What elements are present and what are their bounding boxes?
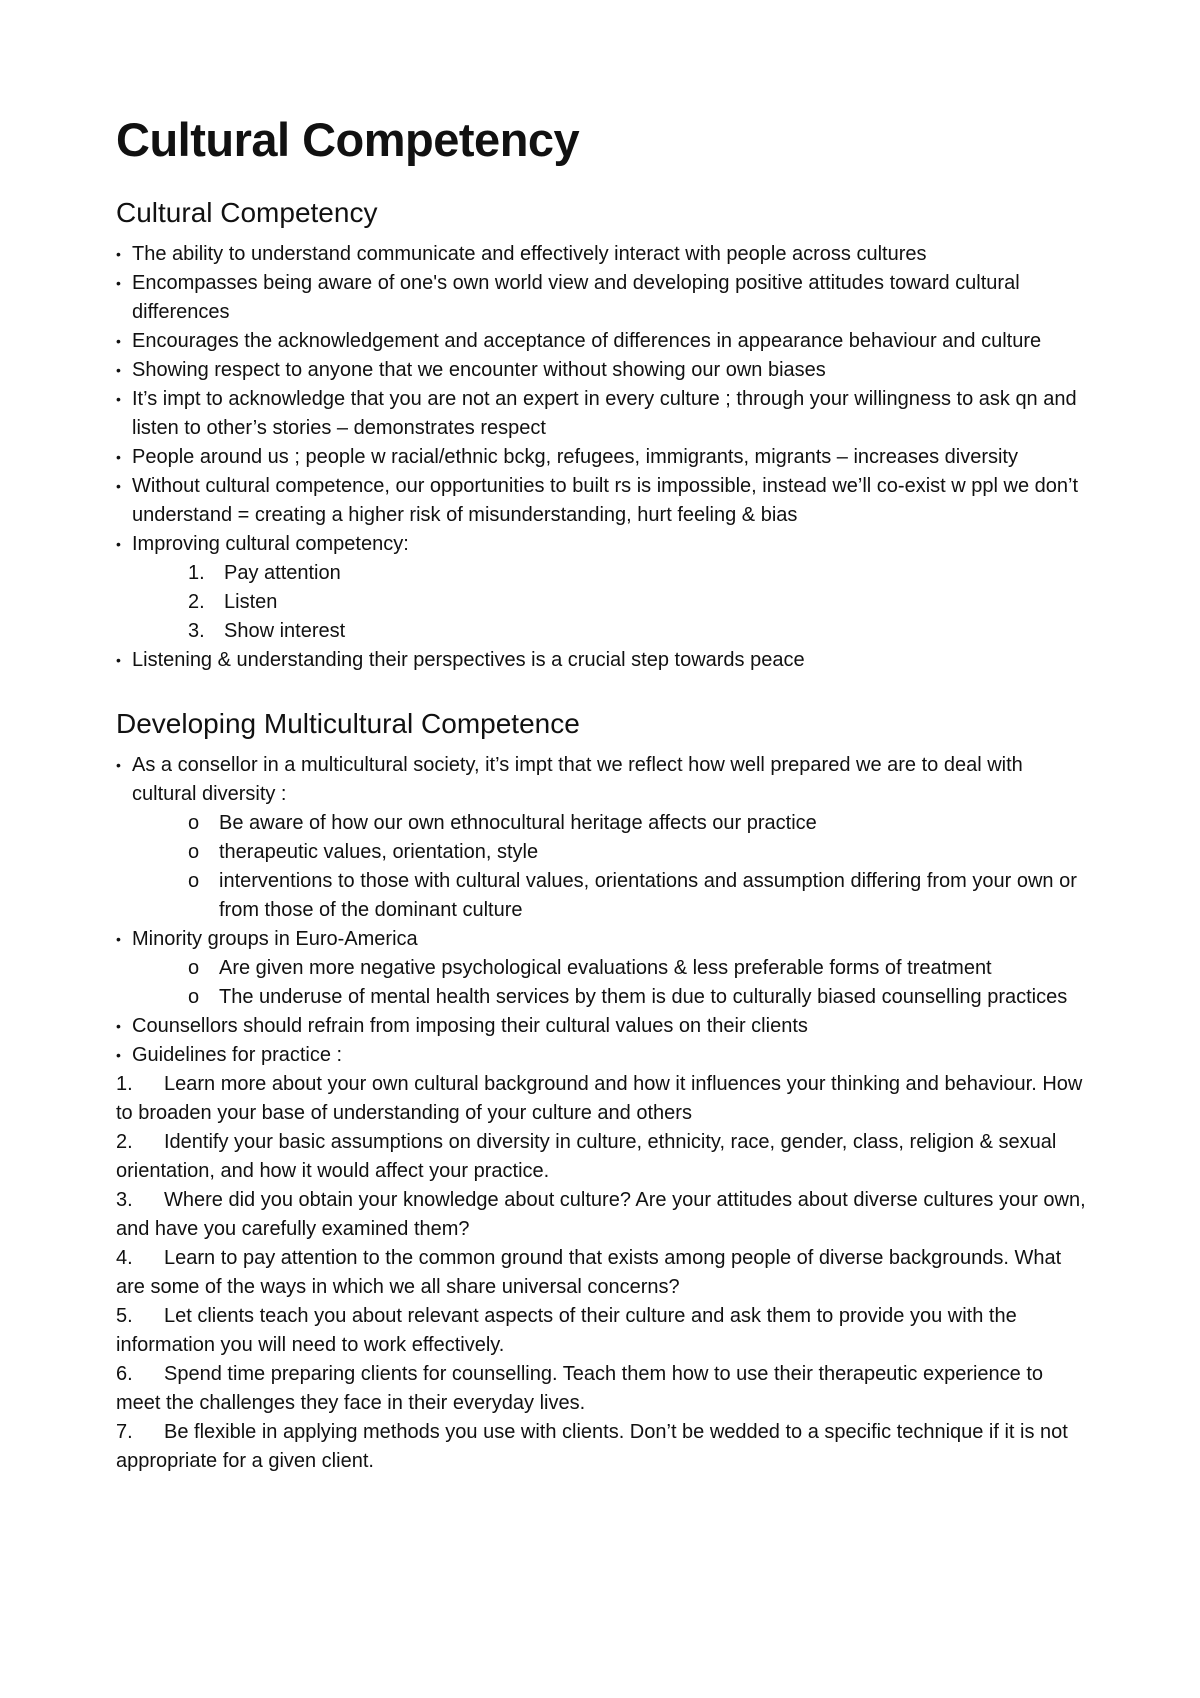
guideline-number: 7. bbox=[116, 1420, 133, 1443]
guideline-number: 5. bbox=[116, 1304, 133, 1327]
guideline-text: Spend time preparing clients for counselling. Teach them how to use their therapeutic experience to meet the challenges they face in their everyday lives. bbox=[116, 1362, 1044, 1414]
list-item-text: Minority groups in Euro-America bbox=[132, 927, 418, 950]
guideline-item bbox=[116, 1418, 1090, 1476]
step-item bbox=[188, 559, 1090, 588]
sub-marker: o bbox=[188, 840, 200, 863]
sub-item-text: interventions to those with cultural values, orientations and assumption differing from your own or from those of the dominant culture bbox=[219, 869, 1077, 921]
list-item: • Encourages the acknowledgement and acceptance of differences in appearance behaviour and culture bbox=[116, 327, 1090, 356]
list-item: • Showing respect to anyone that we encounter without showing our own biases bbox=[116, 356, 1090, 385]
sub-item-text: Are given more negative psychological evaluations & less preferable forms of treatment bbox=[219, 956, 992, 979]
guideline-item bbox=[116, 1244, 1090, 1302]
cultural-competency-list bbox=[116, 240, 1090, 675]
sub-marker: o bbox=[188, 811, 200, 834]
guideline-number: 3. bbox=[116, 1188, 133, 1211]
guideline-text: Let clients teach you about relevant aspects of their culture and ask them to provide you with the information you will need to work effectively. bbox=[116, 1304, 1017, 1356]
step-text: Pay attention bbox=[224, 561, 341, 584]
sub-marker: o bbox=[188, 985, 200, 1008]
improving-steps-list bbox=[132, 559, 1090, 646]
guideline-item bbox=[116, 1070, 1090, 1128]
step-number: 3. bbox=[188, 619, 205, 642]
list-item: • People around us ; people w racial/ethnic bckg, refugees, immigrants, migrants – increases diversity bbox=[116, 443, 1090, 472]
sub-list-item bbox=[188, 983, 1090, 1012]
guideline-text: Identify your basic assumptions on diversity in culture, ethnicity, race, gender, class, religion & sexual orientation, and how it would affect your practice. bbox=[116, 1130, 1057, 1182]
sub-list-item bbox=[188, 954, 1090, 983]
reflect-sub-list bbox=[132, 809, 1090, 925]
minority-sub-list bbox=[132, 954, 1090, 1012]
sub-item-text: therapeutic values, orientation, style bbox=[219, 840, 539, 863]
guideline-text: Where did you obtain your knowledge about culture? Are your attitudes about diverse cultures your own, and have you carefully examined them? bbox=[116, 1188, 1086, 1240]
sub-list-item bbox=[188, 809, 1090, 838]
sub-marker: o bbox=[188, 869, 200, 892]
list-item: • Without cultural competence, our opportunities to built rs is impossible, instead we’ll co-exist w ppl we don’t understand = creating a higher risk of misunderstanding, hurt feeling & bias bbox=[116, 472, 1090, 530]
guideline-text: Learn to pay attention to the common ground that exists among people of diverse backgrounds. What are some of the ways in which we all share universal concerns? bbox=[116, 1246, 1062, 1298]
section-heading-multicultural-competence: Developing Multicultural Competence bbox=[116, 707, 580, 739]
sub-list-item bbox=[188, 867, 1090, 925]
list-item: • Listening & understanding their perspectives is a crucial step towards peace bbox=[116, 646, 1090, 675]
step-number: 1. bbox=[188, 561, 205, 584]
step-item bbox=[188, 588, 1090, 617]
list-item-text: As a consellor in a multicultural society, it’s impt that we reflect how well prepared we are to deal with cultural diversity : bbox=[132, 753, 1023, 805]
list-item: • The ability to understand communicate and effectively interact with people across cultures bbox=[116, 240, 1090, 269]
list-item: • It’s impt to acknowledge that you are not an expert in every culture ; through your willingness to ask qn and listen to other’s stories – demonstrates respect bbox=[116, 385, 1090, 443]
list-item: • Guidelines for practice : bbox=[116, 1041, 1090, 1070]
list-item-improving bbox=[116, 530, 1090, 646]
guideline-number: 1. bbox=[116, 1072, 133, 1095]
guideline-number: 4. bbox=[116, 1246, 133, 1269]
guideline-number: 6. bbox=[116, 1362, 133, 1385]
sub-item-text: Be aware of how our own ethnocultural heritage affects our practice bbox=[219, 811, 817, 834]
guideline-item bbox=[116, 1302, 1090, 1360]
guidelines-list bbox=[116, 1070, 1090, 1476]
guideline-item bbox=[116, 1360, 1090, 1418]
list-item: • Counsellors should refrain from imposing their cultural values on their clients bbox=[116, 1012, 1090, 1041]
step-text: Listen bbox=[224, 590, 278, 613]
list-item-text: Improving cultural competency: bbox=[132, 532, 409, 555]
step-text: Show interest bbox=[224, 619, 346, 642]
step-number: 2. bbox=[188, 590, 205, 613]
guideline-text: Be flexible in applying methods you use with clients. Don’t be wedded to a specific technique if it is not appropriate for a given client. bbox=[116, 1420, 1068, 1472]
sub-list-item bbox=[188, 838, 1090, 867]
guideline-text: Learn more about your own cultural background and how it influences your thinking and behaviour. How to broaden your base of understanding of your culture and others bbox=[116, 1072, 1083, 1124]
guideline-item bbox=[116, 1186, 1090, 1244]
guideline-number: 2. bbox=[116, 1130, 133, 1153]
list-item: • Encompasses being aware of one's own world view and developing positive attitudes toward cultural differences bbox=[116, 269, 1090, 327]
guideline-item bbox=[116, 1128, 1090, 1186]
document-title: Cultural Competency bbox=[116, 113, 580, 166]
list-item-reflect bbox=[116, 751, 1090, 925]
section-heading-cultural-competency: Cultural Competency bbox=[116, 197, 378, 229]
sub-item-text: The underuse of mental health services by them is due to culturally biased counselling practices bbox=[219, 985, 1068, 1008]
step-item bbox=[188, 617, 1090, 646]
list-item-minority bbox=[116, 925, 1090, 1012]
sub-marker: o bbox=[188, 956, 200, 979]
multicultural-competence-list bbox=[116, 751, 1090, 1070]
